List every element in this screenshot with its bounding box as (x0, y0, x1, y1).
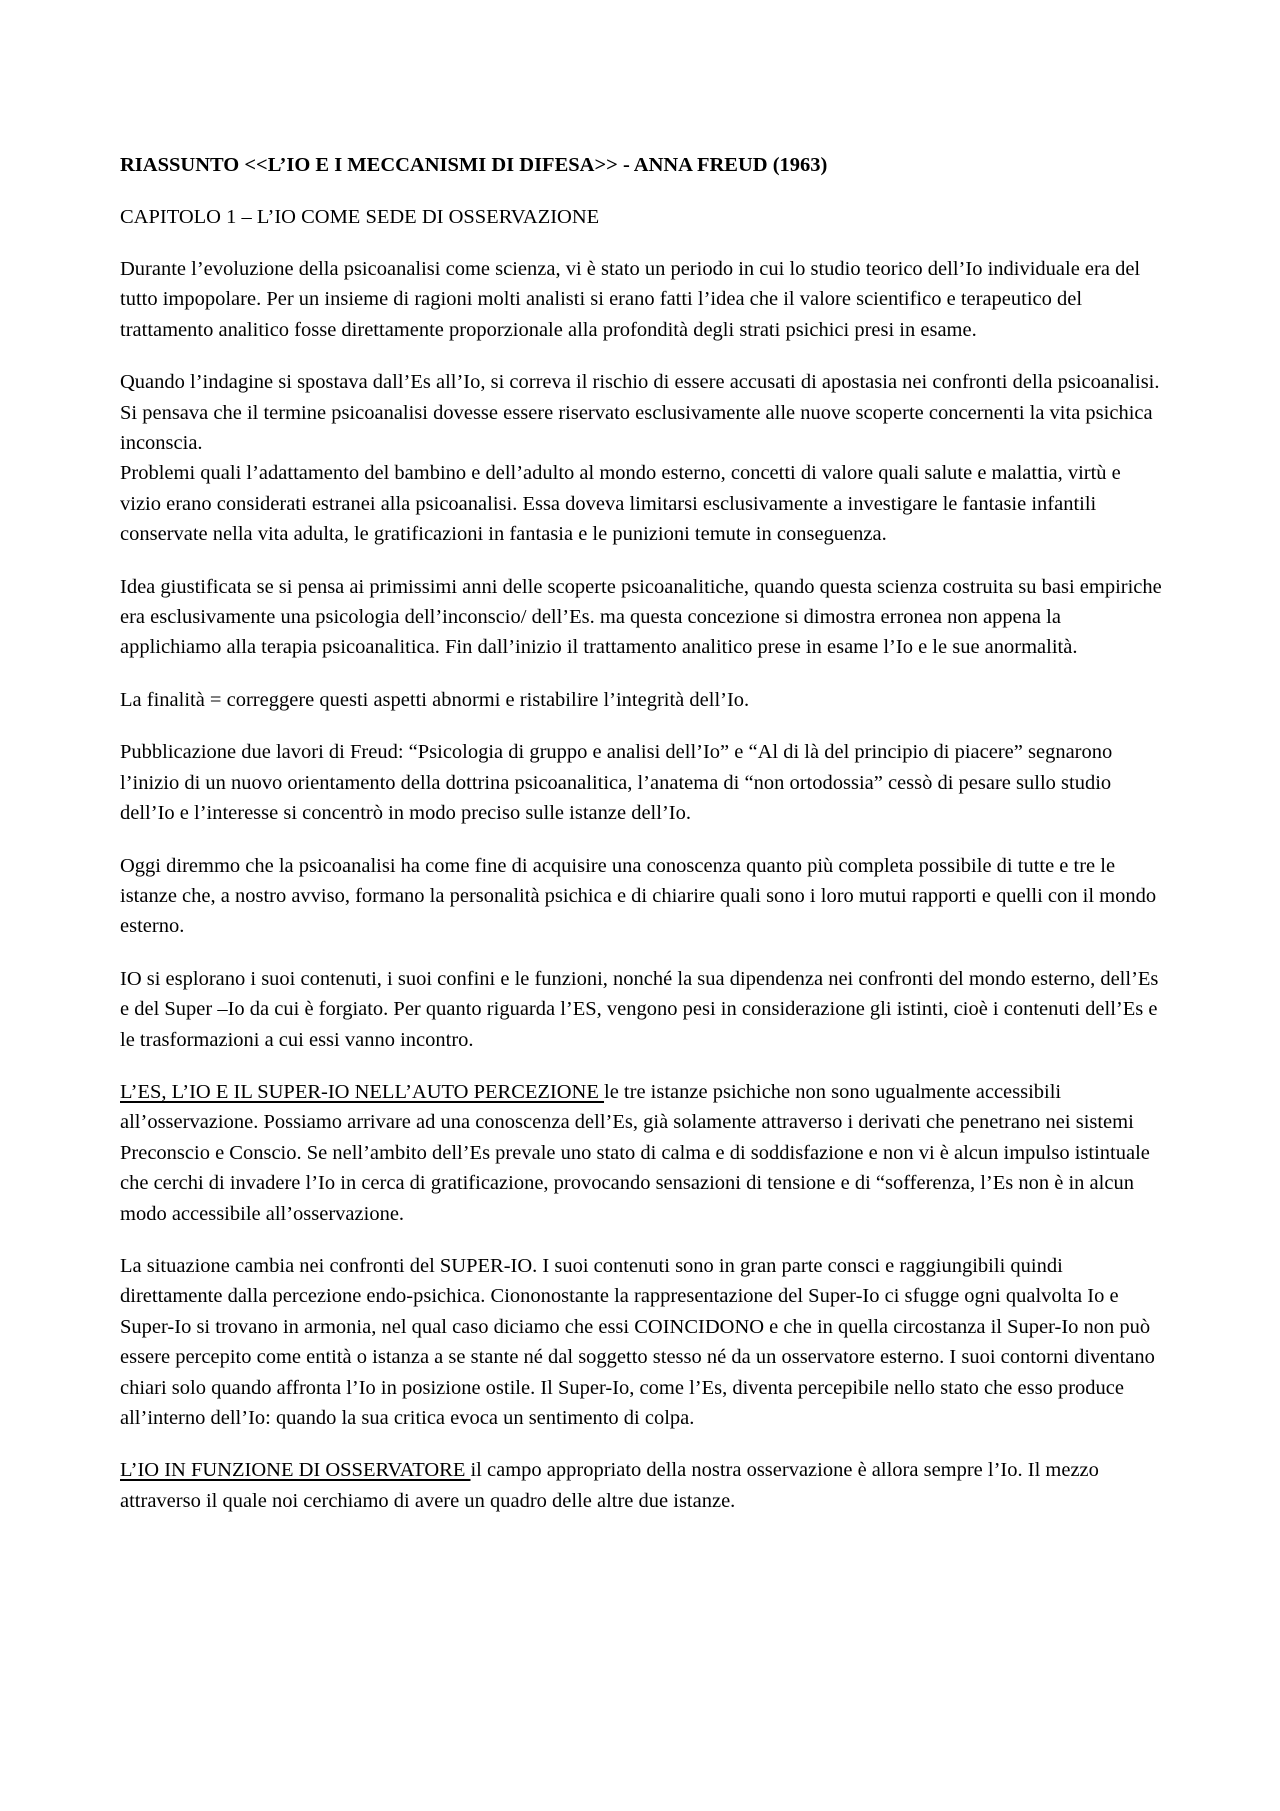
section-heading: L’ES, L’IO E IL SUPER-IO NELL’AUTO PERCEZIONE (120, 1080, 605, 1103)
paragraph: Idea giustificata se si pensa ai primissimi anni delle scoperte psicoanalitiche, quando questa scienza costruita su basi empiriche era esclusivamente una psicologia dell’inconscio/ dell’Es. ma questa concezione si dimostra erronea non appena la applichiamo alla terapia psicoanalitica. Fin dall’inizio il trattamento analitico prese in esame l’Io e le sue anormalità. (120, 575, 1162, 659)
paragraph-text: il campo appropriato della nostra osservazione è allora sempre l’Io. Il mezzo attraverso il quale noi cerchiamo di avere un quadro delle altre due istanze. (120, 1459, 1099, 1512)
section-heading: L’IO IN FUNZIONE DI OSSERVATORE (120, 1459, 471, 1482)
document-title: RIASSUNTO <<L’IO E I MECCANISMI DI DIFESA>> - ANNA FREUD (1963) (120, 154, 828, 176)
chapter-heading: CAPITOLO 1 – L’IO COME SEDE DI OSSERVAZIONE (120, 206, 600, 228)
paragraph: Durante l’evoluzione della psicoanalisi come scienza, vi è stato un periodo in cui lo studio teorico dell’Io individuale era del tutto impopolare. Per un insieme di ragioni molti analisti si erano fatti l’idea che il valore scientifico e terapeutico del trattamento analitico fosse direttamente proporzionale alla profondità degli strati psichici presi in esame. (120, 258, 1141, 341)
paragraph: Oggi diremmo che la psicoanalisi ha come fine di acquisire una conoscenza quanto più completa possibile di tutte e tre le istanze che, a nostro avviso, formano la personalità psichica e di chiarire quali sono i loro mutui rapporti e quelli con il mondo esterno. (120, 854, 1157, 938)
paragraph: Pubblicazione due lavori di Freud: “Psicologia di gruppo e analisi dell’Io” e “Al di là del principio di piacere” segnarono l’inizio di un nuovo orientamento della dottrina psicoanalitica, l’anatema di “non ortodossia” cessò di pesare sullo studio dell’Io e l’interesse si concentrò in modo preciso sulle istanze dell’Io. (120, 741, 1113, 825)
paragraph: IO si esplorano i suoi contenuti, i suoi confini e le funzioni, nonché la sua dipendenza nei confronti del mondo esterno, dell’Es e del Super –Io da cui è forgiato. Per quanto riguarda l’ES, vengono pesi in considerazione gli istinti, cioè i contenuti dell’Es e le trasformazioni a cui essi vanno incontro. (120, 967, 1159, 1051)
paragraph: La situazione cambia nei confronti del SUPER-IO. I suoi contenuti sono in gran parte consci e raggiungibili quindi direttamente dalla percezione endo-psichica. Ciononostante la rappresentazione del Super-Io ci sfugge ogni qualvolta Io e Super-Io si trovano in armonia, nel qual caso diciamo che essi COINCIDONO e che in quella circostanza il Super-Io non può essere percepito come entità o istanza a se stante né dal soggetto stesso né da un osservatore esterno. I suoi contorni diventano chiari solo quando affronta l’Io in posizione ostile. Il Super-Io, come l’Es, diventa percepibile nello stato che esso produce all’interno dell’Io: quando la sua critica evoca un sentimento di colpa. (120, 1254, 1155, 1429)
paragraph (120, 1077, 1165, 1229)
paragraph-text: le tre istanze psichiche non sono ugualmente accessibili all’osservazione. Possiamo arrivare ad una conoscenza dell’Es, già solamente attraverso i derivati che penetrano nei sistemi Preconscio e Conscio. Se nell’ambito dell’Es prevale uno stato di calma e di soddisfazione e non vi è alcun impulso istintuale che cerchi di invadere l’Io in cerca di gratificazione, provocando sensazioni di tensione e di “sofferenza, l’Es non è in alcun modo accessibile all’osservazione. (120, 1080, 1150, 1225)
paragraph: La finalità = correggere questi aspetti abnormi e ristabilire l’integrità dell’Io. (120, 688, 750, 711)
paragraph: Quando l’indagine si spostava dall’Es all’Io, si correva il rischio di essere accusati di apostasia nei confronti della psicoanalisi. Si pensava che il termine psicoanalisi dovesse essere riservato esclusivamente alle nuove scoperte concernenti la vita psichica inconscia. (120, 371, 1160, 455)
document-page (120, 150, 1165, 1538)
paragraph: Problemi quali l’adattamento del bambino e dell’adulto al mondo esterno, concetti di valore quali salute e malattia, virtù e vizio erano considerati estranei alla psicoanalisi. Essa doveva limitarsi esclusivamente a investigare le fantasie infantili conservate nella vita adulta, le gratificazioni in fantasia e le punizioni temute in conseguenza. (120, 462, 1121, 546)
paragraph (120, 1455, 1165, 1516)
